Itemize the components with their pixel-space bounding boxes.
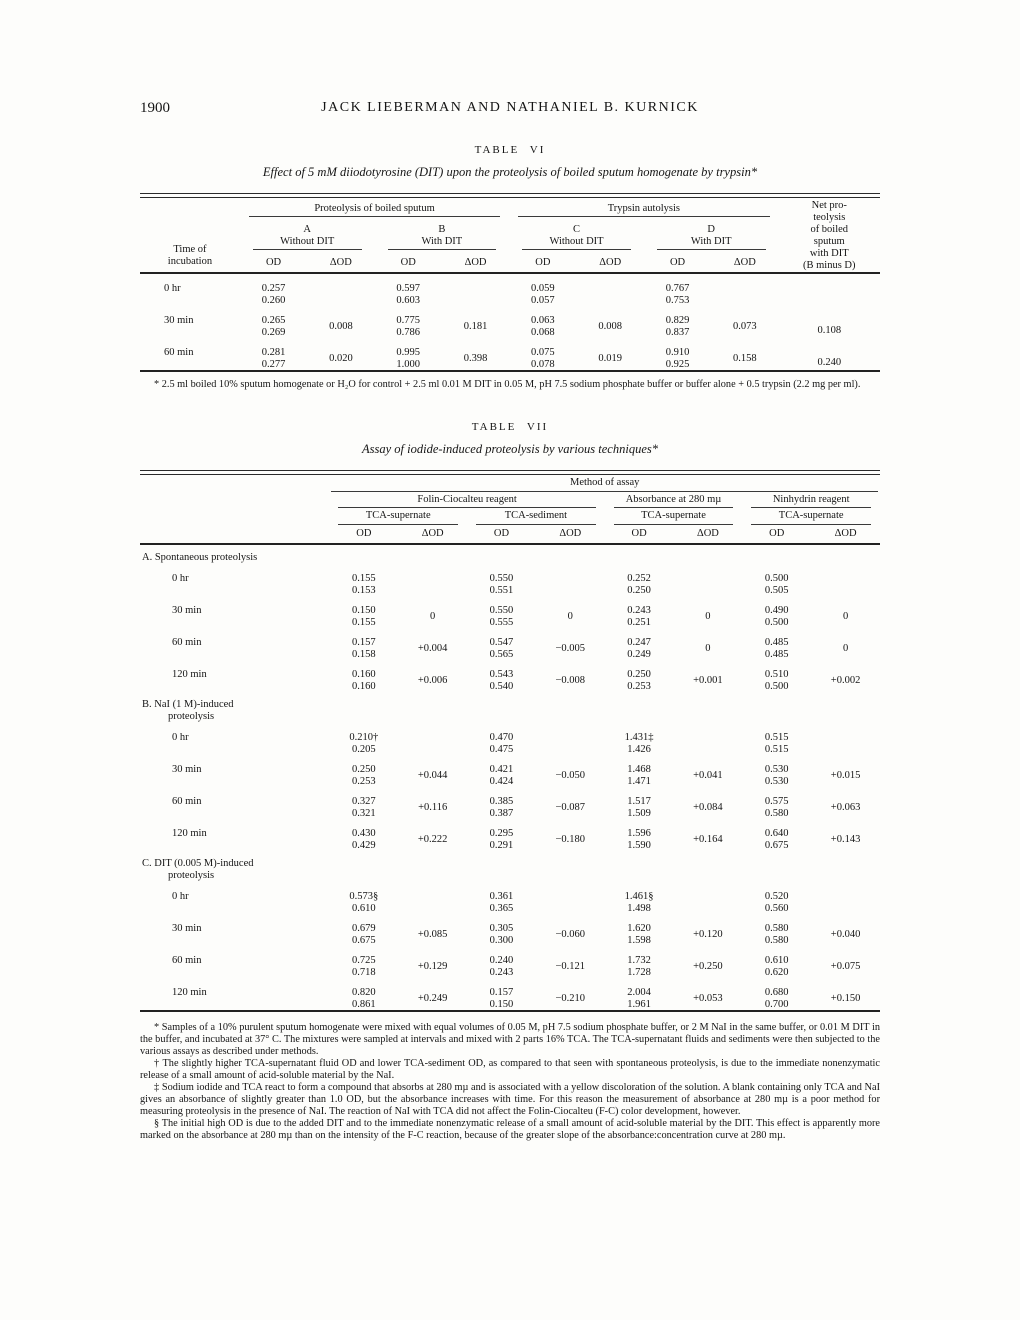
delta-od-cell: 0.073 [733,320,757,332]
delta-od-cell: +0.015 [830,769,861,781]
delta-od-cell: −0.060 [555,928,586,940]
row-time-label: 60 min [172,955,202,966]
reagent-absorbance-header: Absorbance at 280 mµ [605,492,743,509]
col-dod-header: ΔOD [811,525,880,546]
row-time-label: 120 min [172,828,207,839]
delta-od-cell: 0.108 [817,324,842,336]
row-time-label: 30 min [164,315,194,326]
col-dod-header: ΔOD [711,250,778,274]
od-cell: 0.150 0.155 [352,605,376,628]
od-cell: 0.063 0.068 [531,315,555,338]
delta-od-cell: +0.222 [417,833,448,845]
table7 [140,475,880,1012]
running-head-authors: JACK LIEBERMAN AND NATHANIEL B. KURNICK [321,100,699,115]
delta-od-cell: +0.120 [693,928,723,940]
od-cell: 1.461§ 1.498 [624,891,654,914]
col-dod-header: ΔOD [398,525,467,546]
od-cell: 0.243 0.251 [627,605,651,628]
delta-od-cell [811,723,880,755]
od-cell: 0.640 0.675 [764,828,789,851]
delta-od-cell: +0.249 [417,992,448,1004]
col-od-header: OD [644,250,711,274]
od-cell: 0.470 0.475 [489,732,514,755]
section-row [140,851,880,882]
row-time-label: 0 hr [172,891,189,902]
row-time-label: 120 min [172,987,207,998]
footnote-section: § The initial high OD is due to the added DIT and to the immediate nonenzymatic release of a small amount of acid-soluble material by the DIT. This effect is apparently more marked on the absorbance at 280 mµ than on the intensity of the F-C reaction, because of the greater slope of the absorbance:concentration curve at 280 mµ. [140,1118,880,1141]
delta-od-cell: 0.181 [463,320,488,332]
od-cell: 0.775 0.786 [396,315,421,338]
group-header-proteolysis: Proteolysis of boiled sputum [240,198,509,217]
table-row [140,819,880,851]
col-od-header: OD [240,250,307,274]
delta-od-cell: +0.063 [830,801,861,813]
delta-od-cell: +0.044 [417,769,448,781]
row-time-label: 60 min [164,347,194,358]
od-cell: 0.075 0.078 [531,347,555,370]
row-time-label: 0 hr [172,573,189,584]
fraction-header: TCA-supernate [329,508,467,525]
table6 [140,198,880,372]
od-cell: 0.610 0.620 [764,955,789,978]
od-cell: 0.725 0.718 [352,955,376,978]
col-dod-header: ΔOD [536,525,605,546]
od-cell: 1.596 1.590 [627,828,651,851]
delta-od-cell [536,882,605,914]
subgroup-c-header: C Without DIT [509,217,644,250]
delta-od-cell: +0.004 [417,642,448,654]
od-cell: 0.820 0.861 [352,987,376,1010]
delta-od-cell: +0.075 [830,960,861,972]
od-cell: 1.732 1.728 [627,955,651,978]
reagent-ninhydrin-header: Ninhydrin reagent [742,492,880,509]
table-row [140,946,880,978]
section-label: A. Spontaneous proteolysis [142,552,258,563]
od-cell: 0.547 0.565 [489,637,514,660]
od-cell: 0.679 0.675 [352,923,376,946]
delta-od-cell: +0.006 [417,674,448,686]
col-od-header: OD [605,525,674,546]
od-cell: 0.059 0.057 [531,283,555,306]
delta-od-cell [442,274,509,306]
delta-od-cell [398,564,467,596]
table-row [140,306,880,338]
table-row [140,882,880,914]
table-row [140,978,880,1010]
delta-od-cell: 0 [842,642,849,654]
delta-od-cell: +0.164 [693,833,723,845]
delta-od-cell: −0.008 [555,674,586,686]
col-dod-header: ΔOD [442,250,509,274]
od-cell: 1.468 1.471 [627,764,651,787]
delta-od-cell: −0.005 [555,642,586,654]
row-time-label: 60 min [172,637,202,648]
delta-od-cell [811,564,880,596]
delta-od-cell: 0.019 [598,352,622,364]
table7-title: Assay of iodide-induced proteolysis by various techniques* [361,442,658,456]
od-cell: 0.247 0.249 [627,637,651,660]
row-time-label: 0 hr [164,283,181,294]
delta-od-cell: +0.041 [693,769,723,781]
table-row [140,914,880,946]
od-cell: 0.575 0.580 [764,796,789,819]
od-cell: 0.385 0.387 [489,796,514,819]
delta-od-cell [674,564,743,596]
delta-od-cell [711,274,778,306]
delta-od-cell: +0.001 [693,674,723,686]
table6-caption: TABLE VI [474,144,546,156]
table-row [140,660,880,692]
table-row [140,338,880,370]
col-dod-header: ΔOD [307,250,374,274]
delta-od-cell: −0.210 [555,992,586,1004]
delta-od-cell: +0.116 [418,801,448,813]
od-cell: 1.620 1.598 [627,923,651,946]
delta-od-cell: 0.008 [598,320,622,332]
col-dod-header: ΔOD [674,525,743,546]
od-cell: 0.550 0.555 [489,605,514,628]
footnote-asterisk: * Samples of a 10% purulent sputum homogenate were mixed with equal volumes of 0.05 M, pH 7.5 sodium phosphate buffer, or 2 M NaI in the same buffer, or 0.01 M DIT in the buffer, and incubated at 37° C. The mixtures were sampled at intervals and mixed with 2 parts 16% TCA. The TCA-supernatant fluids and sediments were then subjected to the various assays as described under methods. [140,1022,880,1057]
od-cell: 0.515 0.515 [764,732,789,755]
table7-caption: TABLE VII [471,421,549,433]
section-label: C. DIT (0.005 M)-induced proteolysis [142,858,254,881]
delta-od-cell: +0.040 [830,928,861,940]
od-cell: 0.580 0.580 [764,923,789,946]
col-od-header: OD [375,250,442,274]
od-cell: 0.250 0.253 [627,669,651,692]
od-cell: 0.252 0.250 [627,573,651,596]
od-cell: 0.210† 0.205 [349,732,379,755]
subgroup-a-header: A Without DIT [240,217,375,250]
od-cell: 0.305 0.300 [489,923,514,946]
od-cell: 0.155 0.153 [352,573,376,596]
time-of-incubation-header: Time of incubation [140,198,240,274]
subgroup-d-header: D With DIT [644,217,779,250]
delta-od-cell: +0.129 [417,960,448,972]
delta-od-cell: +0.150 [830,992,861,1004]
od-cell: 0.485 0.485 [764,637,789,660]
od-cell: 0.327 0.321 [352,796,376,819]
table-row [140,564,880,596]
delta-od-cell: 0.240 [817,356,842,368]
delta-od-cell [674,723,743,755]
delta-od-cell [536,564,605,596]
fraction-header: TCA-supernate [605,508,743,525]
delta-od-cell: 0.008 [329,320,353,332]
subgroup-b-header: B With DIT [375,217,510,250]
od-cell: 0.421 0.424 [489,764,514,787]
od-cell: 0.430 0.429 [352,828,376,851]
od-cell: 0.510 0.500 [764,669,789,692]
delta-od-cell: +0.085 [417,928,448,940]
footnote-double-dagger: ‡ Sodium iodide and TCA react to form a compound that absorbs at 280 mµ and is associated with a yellow discoloration of the solution. A blank containing only TCA and NaI gives an absorbance of slightly greater than 1.0 OD, but the absorbance increases with time. For this reason the measurement of absorbance at 280 mµ is a poor method for measuring proteolysis in the presence of NaI. The reaction of NaI with TCA did not affect the Folin-Ciocalteu (F-C) color development, however. [140,1082,880,1117]
reagent-folin-header: Folin-Ciocalteu reagent [329,492,604,509]
delta-od-cell [674,882,743,914]
delta-od-cell: 0.398 [463,352,488,364]
delta-od-cell: +0.143 [830,833,861,845]
table-row [140,787,880,819]
row-time-label: 30 min [172,923,202,934]
delta-od-cell [398,882,467,914]
od-cell: 0.995 1.000 [396,347,421,370]
delta-od-cell: 0 [430,610,436,622]
col-dod-header: ΔOD [577,250,644,274]
od-cell: 1.431‡ 1.426 [624,732,654,755]
od-cell: 0.500 0.505 [764,573,789,596]
method-of-assay-header: Method of assay [329,475,880,492]
od-cell: 0.520 0.560 [764,891,789,914]
od-cell: 0.361 0.365 [489,891,514,914]
od-cell: 0.550 0.551 [489,573,514,596]
delta-od-cell: −0.050 [555,769,586,781]
fraction-header: TCA-sediment [467,508,605,525]
table7-footnotes [140,1022,880,1142]
col-od-header: OD [509,250,576,274]
table-row [140,274,880,306]
table6-title: Effect of 5 mM diiodotyrosine (DIT) upon the proteolysis of boiled sputum homogenate by trypsin* [262,165,758,179]
group-header-trypsin-autolysis: Trypsin autolysis [509,198,778,217]
footnote-dagger: † The slightly higher TCA-supernatant fluid OD and lower TCA-sediment OD, as compared to that seen with spontaneous proteolysis, is due to the immediate nonenzymatic release of a small amount of acid-soluble material by the NaI. [140,1058,880,1081]
col-od-header: OD [742,525,811,546]
od-cell: 0.829 0.837 [665,315,690,338]
table6-body [140,274,880,370]
od-cell: 2.004 1.961 [627,987,651,1010]
od-cell: 0.597 0.603 [396,283,421,306]
delta-od-cell [779,274,880,306]
delta-od-cell: 0 [705,642,711,654]
table-row [140,755,880,787]
od-cell: 0.157 0.158 [352,637,376,660]
od-cell: 0.910 0.925 [665,347,690,370]
od-cell: 0.281 0.277 [261,347,286,370]
row-time-label: 0 hr [172,732,189,743]
delta-od-cell: −0.087 [555,801,586,813]
section-row [140,692,880,723]
delta-od-cell: +0.250 [693,960,723,972]
delta-od-cell [307,274,374,306]
delta-od-cell: 0 [567,610,573,622]
od-cell: 0.265 0.269 [261,315,286,338]
col-od-header: OD [467,525,536,546]
running-header [140,100,880,120]
delta-od-cell [536,723,605,755]
table-row [140,596,880,628]
od-cell: 0.530 0.530 [764,764,789,787]
od-cell: 0.240 0.243 [489,955,514,978]
od-cell: 0.573§ 0.610 [349,891,379,914]
row-time-label: 30 min [172,605,202,616]
delta-od-cell [577,274,644,306]
od-cell: 0.257 0.260 [261,283,286,306]
table6-footnote: * 2.5 ml boiled 10% sputum homogenate or H₂O for control + 2.5 ml 0.01 M DIT in 0.05 M, pH 7.5 sodium phosphate buffer or buffer alone + 0.5 trypsin (2.2 mg per ml). [154,379,861,390]
row-time-label: 120 min [172,669,207,680]
od-cell: 0.680 0.700 [764,987,789,1010]
section-row [140,545,880,564]
delta-od-cell: 0 [842,610,849,622]
od-cell: 1.517 1.509 [627,796,651,819]
table-row [140,628,880,660]
delta-od-cell: −0.121 [555,960,586,972]
delta-od-cell: 0 [705,610,711,622]
delta-od-cell: +0.053 [693,992,723,1004]
row-time-label: 30 min [172,764,202,775]
delta-od-cell: 0.020 [329,352,353,364]
od-cell: 0.160 0.160 [352,669,376,692]
table-row [140,723,880,755]
col-od-header: OD [329,525,398,546]
od-cell: 0.490 0.500 [764,605,789,628]
od-cell: 0.543 0.540 [489,669,514,692]
od-cell: 0.767 0.753 [665,283,690,306]
table7-stub-header [140,475,329,545]
table7-body [140,545,880,1010]
fraction-header: TCA-supernate [742,508,880,525]
od-cell: 0.250 0.253 [352,764,376,787]
row-time-label: 60 min [172,796,202,807]
delta-od-cell [398,723,467,755]
section-label: B. NaI (1 M)-induced proteolysis [142,699,234,722]
od-cell: 0.157 0.150 [489,987,514,1010]
delta-od-cell [811,882,880,914]
od-cell: 0.295 0.291 [489,828,514,851]
delta-od-cell: +0.002 [830,674,861,686]
delta-od-cell: +0.084 [693,801,723,813]
net-proteolysis-header: Net pro- teolysis of boiled sputum with DIT (B minus D) [779,198,880,274]
delta-od-cell: −0.180 [555,833,586,845]
page-number: 1900 [140,100,170,116]
delta-od-cell: 0.158 [733,352,757,364]
